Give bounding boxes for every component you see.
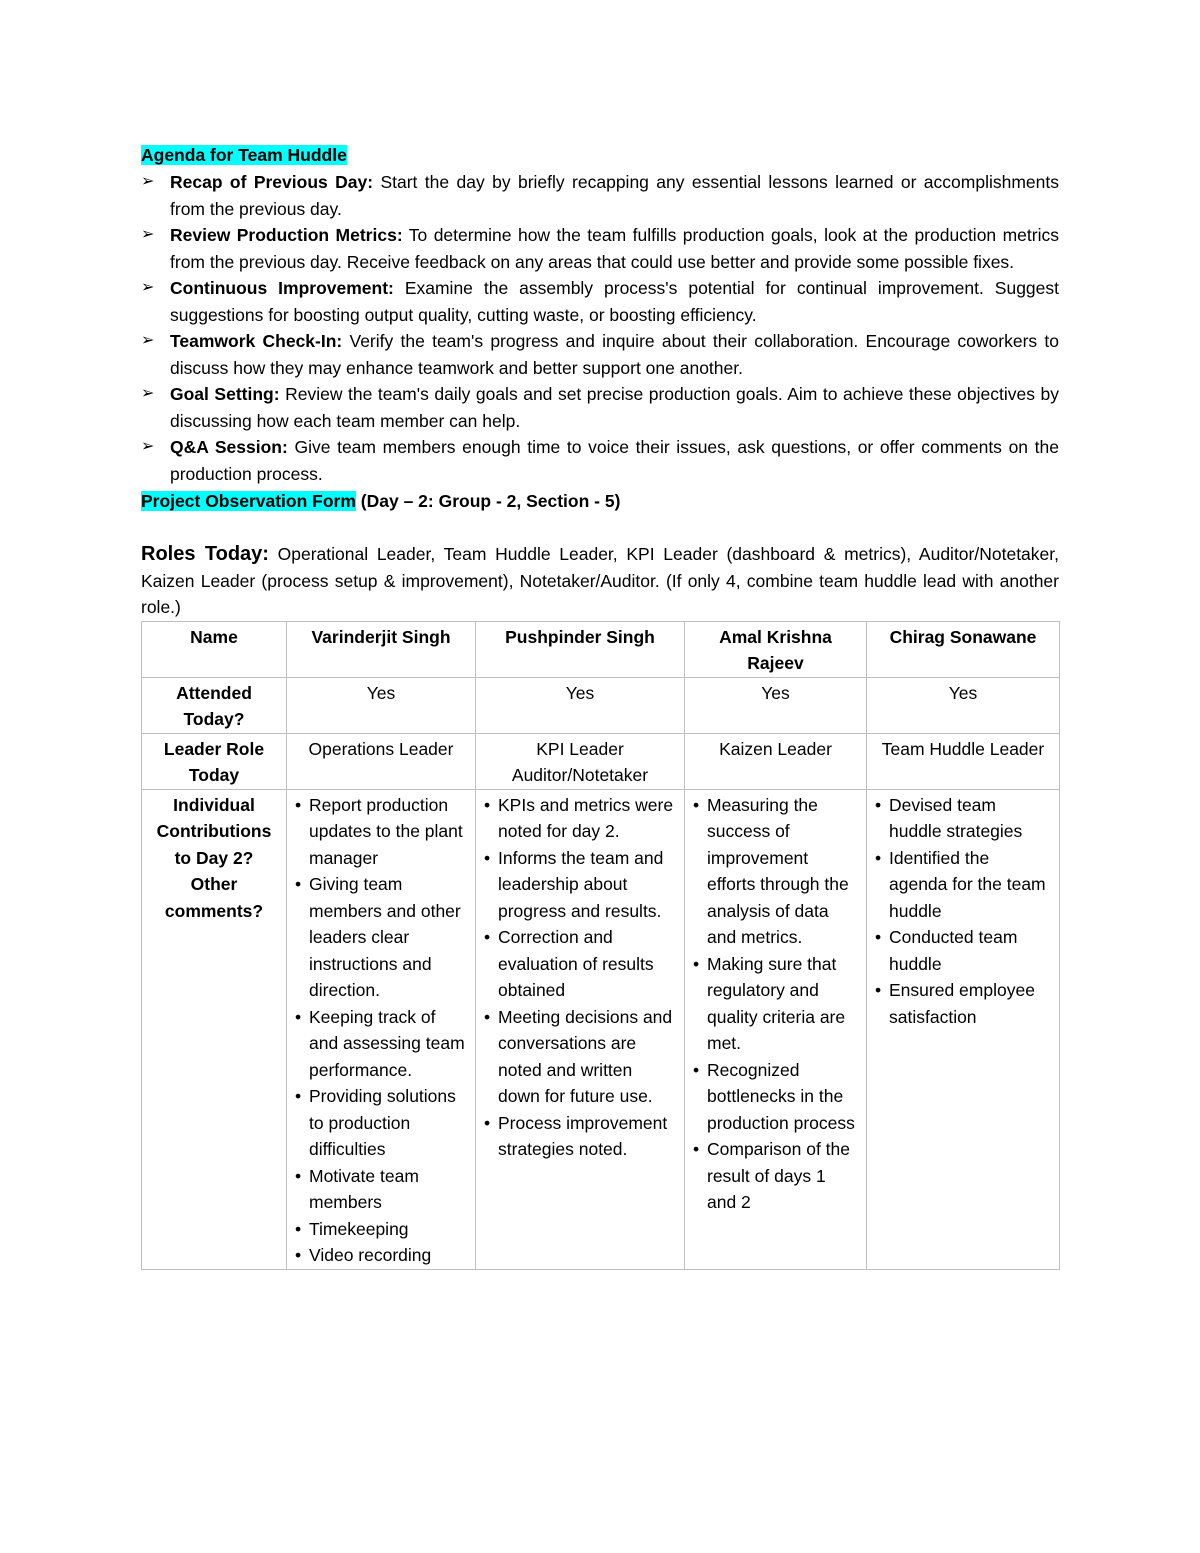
agenda-item-label: Teamwork Check-In: <box>170 331 343 351</box>
list-item: • Report production updates to the plant manager <box>295 792 465 872</box>
agenda-item-label: Goal Setting: <box>170 384 280 404</box>
list-item: • KPIs and metrics were noted for day 2. <box>484 792 674 845</box>
role-value: Kaizen Leader <box>685 733 867 789</box>
agenda-item <box>141 434 1059 487</box>
observation-table <box>141 621 1060 1270</box>
list-item: • Devised team huddle strategies <box>875 792 1049 845</box>
document-page <box>141 141 1059 1270</box>
list-item: • Giving team members and other leaders clear instructions and direction. <box>295 871 465 1004</box>
attended-value: Yes <box>476 677 685 733</box>
attended-value: Yes <box>287 677 476 733</box>
table-header-row <box>142 621 1060 677</box>
contrib-cell <box>287 789 476 1269</box>
agenda-title: Agenda for Team Huddle <box>141 145 347 165</box>
agenda-item-label: Review Production Metrics: <box>170 225 403 245</box>
agenda-item-label: Continuous Improvement: <box>170 278 394 298</box>
arrow-bullet-icon: ➢ <box>141 332 155 349</box>
attended-label: Attended Today? <box>142 677 287 733</box>
agenda-item-label: Recap of Previous Day: <box>170 172 374 192</box>
arrow-bullet-icon: ➢ <box>141 173 155 190</box>
agenda-item-text: Verify the team's progress and inquire about their collaboration. Encourage coworkers to discuss how they may enhance teamwork and better support one another. <box>170 331 1060 378</box>
contrib-list <box>295 792 465 1269</box>
roles-label: Roles Today: <box>141 543 269 565</box>
agenda-heading <box>141 141 1059 169</box>
table-row <box>142 677 1060 733</box>
table-row <box>142 733 1060 789</box>
form-heading <box>141 487 1059 515</box>
agenda-item-text: Start the day by briefly recapping any essential lessons learned or accomplishments from the previous day. <box>170 172 1059 219</box>
attended-value: Yes <box>867 677 1060 733</box>
arrow-bullet-icon: ➢ <box>141 438 155 455</box>
contrib-cell <box>685 789 867 1269</box>
roles-text: Operational Leader, Team Huddle Leader, KPI Leader (dashboard & metrics), Auditor/Notetaker, Kaizen Leader (process setup & improvement), Notetaker/Auditor. (If only 4, combine team huddle lead with another role.) <box>141 544 1059 617</box>
list-item: • Keeping track of and assessing team performance. <box>295 1004 465 1084</box>
role-value: KPI Leader Auditor/Notetaker <box>476 733 685 789</box>
table-row <box>142 789 1060 1269</box>
role-label: Leader Role Today <box>142 733 287 789</box>
header-member: Varinderjit Singh <box>287 621 476 677</box>
list-item: • Making sure that regulatory and quality criteria are met. <box>693 951 856 1057</box>
form-subtitle: (Day – 2: Group - 2, Section - 5) <box>355 491 621 511</box>
contrib-cell <box>476 789 685 1269</box>
header-member: Pushpinder Singh <box>476 621 685 677</box>
list-item: • Correction and evaluation of results obtained <box>484 924 674 1004</box>
list-item: • Conducted team huddle <box>875 924 1049 977</box>
header-member: Amal Krishna Rajeev <box>685 621 867 677</box>
list-item: • Ensured employee satisfaction <box>875 977 1049 1030</box>
list-item: • Meeting decisions and conversations are noted and written down for future use. <box>484 1004 674 1110</box>
arrow-bullet-icon: ➢ <box>141 226 155 243</box>
arrow-bullet-icon: ➢ <box>141 385 155 402</box>
list-item: • Video recording <box>295 1242 465 1269</box>
agenda-item-text: Review the team's daily goals and set precise production goals. Aim to achieve these objectives by discussing how each team member can help. <box>170 384 1060 431</box>
agenda-item-text: Examine the assembly process's potential for continual improvement. Suggest suggestions for boosting output quality, cutting waste, or boosting efficiency. <box>170 278 1060 325</box>
contrib-cell <box>867 789 1060 1269</box>
header-member: Chirag Sonawane <box>867 621 1060 677</box>
agenda-item <box>141 275 1059 328</box>
list-item: • Measuring the success of improvement efforts through the analysis of data and metrics. <box>693 792 856 951</box>
contrib-list <box>875 792 1049 1031</box>
contrib-label: Individual Contributions to Day 2? Other comments? <box>142 789 287 1269</box>
arrow-bullet-icon: ➢ <box>141 279 155 296</box>
list-item: • Timekeeping <box>295 1216 465 1243</box>
agenda-item <box>141 222 1059 275</box>
contrib-list <box>484 792 674 1163</box>
list-item: • Recognized bottlenecks in the production process <box>693 1057 856 1137</box>
agenda-list <box>141 169 1059 487</box>
agenda-item-text: To determine how the team fulfills production goals, look at the production metrics from the previous day. Receive feedback on any areas that could use better and provide some possible fixes. <box>170 225 1059 272</box>
agenda-item <box>141 328 1059 381</box>
agenda-item-label: Q&A Session: <box>170 437 288 457</box>
contrib-list <box>693 792 856 1216</box>
agenda-item <box>141 169 1059 222</box>
attended-value: Yes <box>685 677 867 733</box>
role-value: Team Huddle Leader <box>867 733 1060 789</box>
role-value: Operations Leader <box>287 733 476 789</box>
list-item: • Identified the agenda for the team huddle <box>875 845 1049 925</box>
list-item: • Process improvement strategies noted. <box>484 1110 674 1163</box>
list-item: • Motivate team members <box>295 1163 465 1216</box>
agenda-item-text: Give team members enough time to voice their issues, ask questions, or offer comments on the production process. <box>170 437 1059 484</box>
list-item: • Comparison of the result of days 1 and 2 <box>693 1136 856 1216</box>
list-item: • Informs the team and leadership about progress and results. <box>484 845 674 925</box>
list-item: • Providing solutions to production difficulties <box>295 1083 465 1163</box>
agenda-item <box>141 381 1059 434</box>
header-name: Name <box>142 621 287 677</box>
form-title: Project Observation Form <box>141 491 356 511</box>
roles-paragraph <box>141 541 1059 621</box>
